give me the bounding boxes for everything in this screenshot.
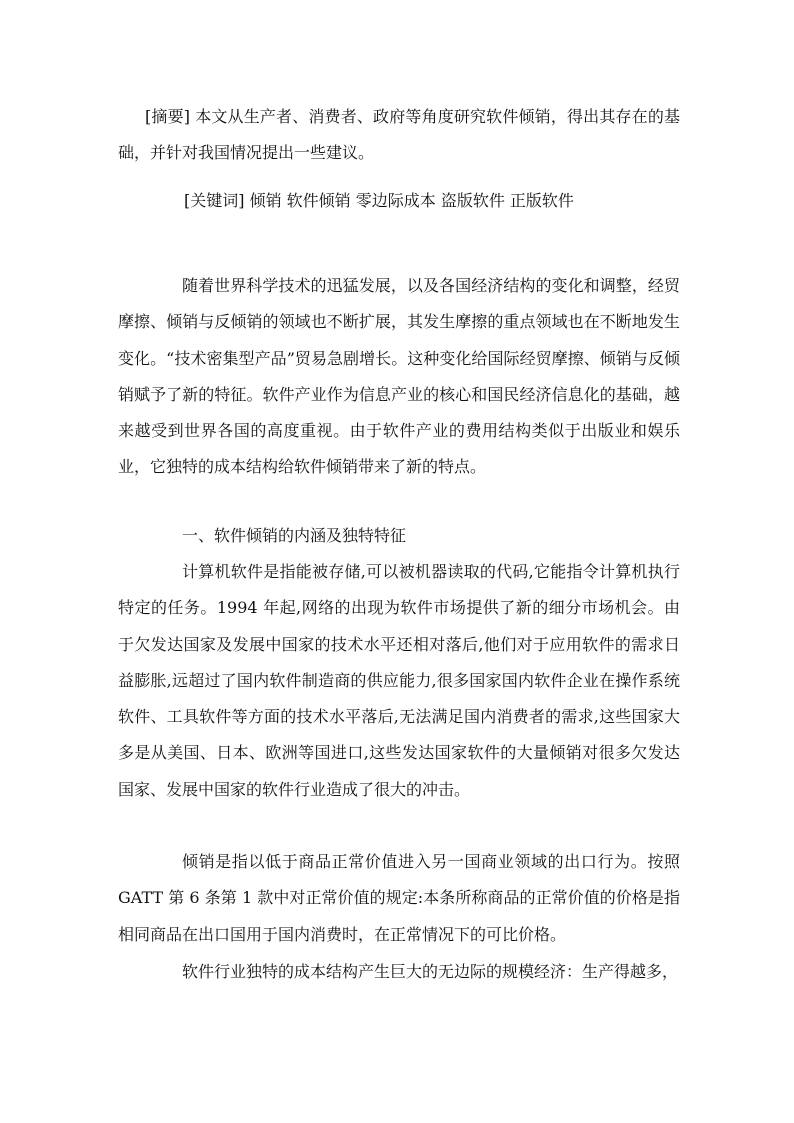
body-paragraph-2: 计算机软件是指能被存储,可以被机器读取的代码,它能指令计算机执行特定的任务。1994 年起,网络的出现为软件市场提供了新的细分市场机会。由于欠发达国家及发展中国家的技术水平还相对落后,他们对于应用软件的需求日益膨胀,远超过了国内软件制造商的供应能力,很多国家国内软件企业在操作系统软件、工具软件等方面的技术水平落后,无法满足国内消费者的需求,这些国家大多是从美国、日本、欧洲等国进口,这些发达国家软件的大量倾销对很多欠发达国家、发展中国家的软件行业造成了很大的冲击。 (118, 562, 680, 799)
keywords-line: [关键词] 倾销 软件倾销 零边际成本 盗版软件 正版软件 (184, 191, 574, 210)
section-heading: 一、软件倾销的内涵及独特特征 (182, 526, 407, 545)
body-paragraph-1: 随着世界科学技术的迅猛发展，以及各国经济结构的变化和调整，经贸摩擦、倾销与反倾销的领域也不断扩展，其发生摩擦的重点领域也在不断地发生变化。“技术密集型产品”贸易急剧增长。这种变化给国际经贸摩擦、倾销与反倾销赋予了新的特征。软件产业作为信息产业的核心和国民经济信息化的基础，越来越受到世界各国的高度重视。由于软件产业的费用结构类似于出版业和娱乐业，它独特的成本结构给软件倾销带来了新的特点。 (118, 276, 680, 477)
body-paragraph-3: 倾销是指以低于商品正常价值进入另一国商业领域的出口行为。按照 GATT 第 6 条第 1 款中对正常价值的规定:本条所称商品的正常价值的价格是指相同商品在出口国用于国内消费时，在正常情况下的可比价格。 (118, 852, 680, 944)
abstract-paragraph: [摘要] 本文从生产者、消费者、政府等角度研究软件倾销，得出其存在的基础，并针对我国情况提出一些建议。 (118, 107, 680, 163)
body-paragraph-4: 软件行业独特的成本结构产生巨大的无边际的规模经济：生产得越多， (182, 962, 679, 981)
